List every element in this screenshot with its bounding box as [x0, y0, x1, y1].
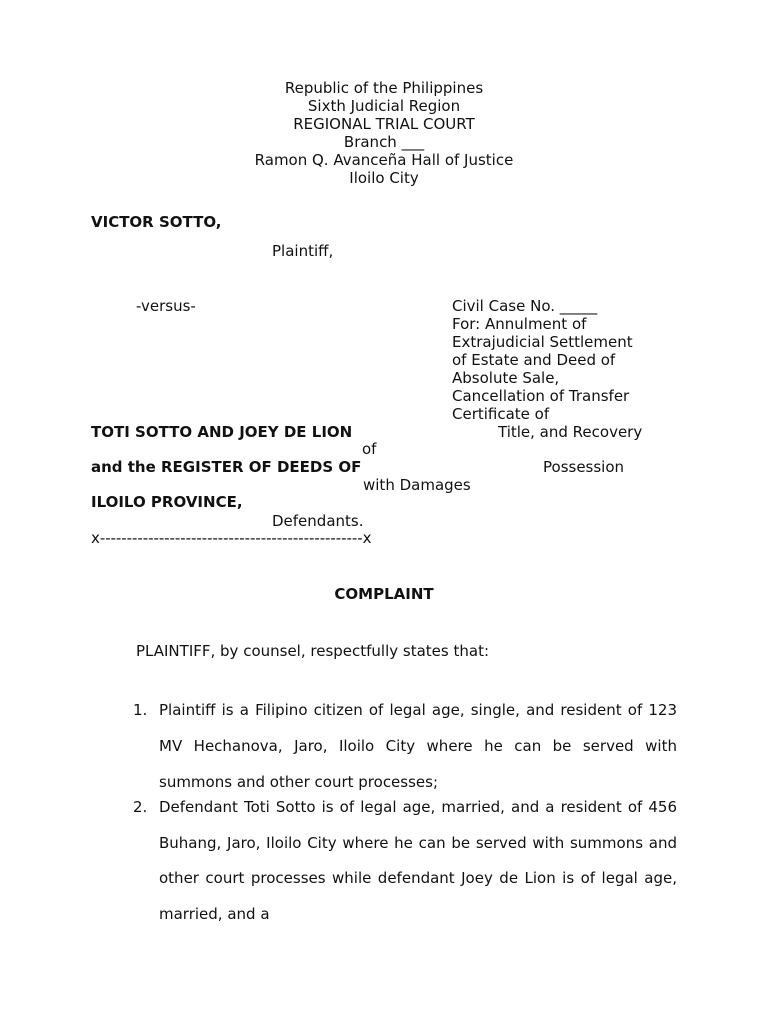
case-nature-4: Absolute Sale,: [452, 369, 560, 387]
case-caption: [452, 297, 633, 423]
case-number: Civil Case No. _____: [452, 297, 598, 315]
header-hall: Ramon Q. Avanceña Hall of Justice: [254, 151, 514, 169]
list-item: [133, 790, 677, 932]
versus-label: -versus-: [136, 297, 196, 315]
case-nature-1: For: Annulment of: [452, 315, 587, 333]
case-nature-2: Extrajudicial Settlement: [452, 333, 633, 351]
paragraph-list: [133, 692, 677, 932]
paragraph-text: Plaintiff is a Filipino citizen of legal age, single, and resident of 123 MV Hechanova, Jaro, Iloilo City where he can be served with summons and other court processes;: [159, 701, 677, 791]
case-of: of: [362, 440, 377, 458]
paragraph-number: 1.: [133, 701, 148, 719]
defendants-label: Defendants.: [272, 512, 364, 530]
paragraph-number: 2.: [133, 798, 148, 816]
defendants-names: TOTI SOTTO AND JOEY DE LION: [91, 423, 353, 441]
defendants-register: and the REGISTER OF DEEDS OF: [91, 458, 362, 476]
intro-statement: PLAINTIFF, by counsel, respectfully states that:: [136, 642, 490, 660]
case-nature-5: Cancellation of Transfer: [452, 387, 630, 405]
case-nature-3: of Estate and Deed of: [452, 351, 616, 369]
case-possession: Possession: [543, 458, 625, 476]
paragraph-text: Defendant Toti Sotto is of legal age, married, and a resident of 456 Buhang, Jaro, Iloilo City where he can be served with summons and other court processes while defendant Joey de Lion is of legal age, married, and a: [159, 798, 677, 923]
document-title: COMPLAINT: [334, 585, 434, 603]
defendants-province: ILOILO PROVINCE,: [91, 493, 243, 511]
list-item: [133, 692, 677, 800]
court-header: [0, 79, 768, 187]
header-city: Iloilo City: [349, 169, 419, 187]
header-region: Sixth Judicial Region: [307, 97, 461, 115]
header-court: REGIONAL TRIAL COURT: [293, 115, 475, 133]
case-nature-6: Certificate of: [452, 405, 550, 423]
case-title-recovery: Title, and Recovery: [498, 423, 643, 441]
plaintiff-label: Plaintiff,: [272, 242, 334, 260]
header-branch: Branch ___: [343, 133, 425, 151]
case-with-damages: with Damages: [363, 476, 471, 494]
plaintiff-name: VICTOR SOTTO,: [91, 213, 222, 231]
header-republic: Republic of the Philippines: [284, 79, 484, 97]
caption-separator: x-------------------------------------------------x: [91, 529, 372, 547]
